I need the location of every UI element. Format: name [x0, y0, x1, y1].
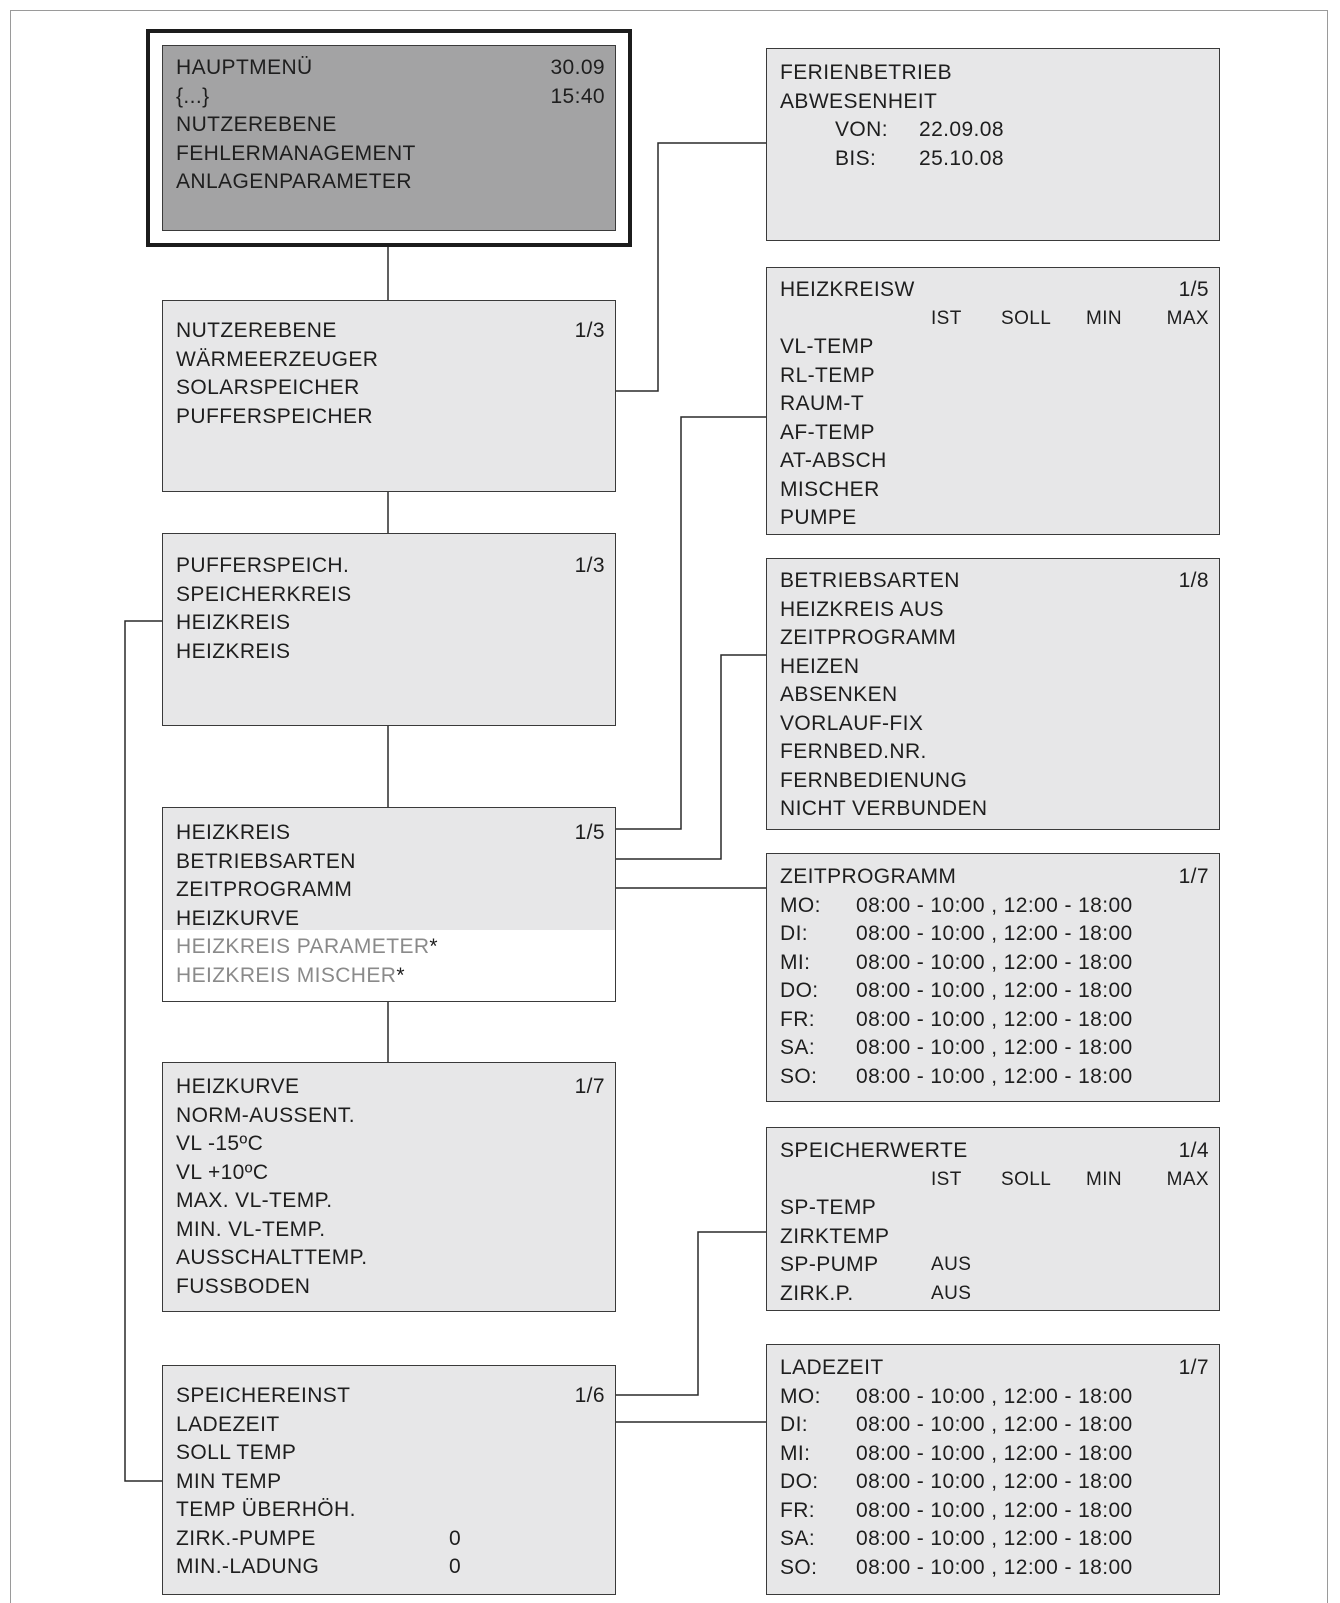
menu-title: NUTZEREBENE — [176, 319, 337, 342]
schedule-row[interactable] — [780, 1554, 1209, 1583]
column-headers — [780, 1166, 1209, 1195]
menu-item[interactable]: FERNBED.NR. — [780, 740, 927, 763]
item-label: ZIRK.P. — [780, 1281, 854, 1305]
schedule-row[interactable] — [780, 1525, 1209, 1554]
item-label: SOLL TEMP — [176, 1441, 297, 1464]
heizkreis-menu — [162, 807, 616, 1002]
schedule-row[interactable] — [780, 1440, 1209, 1469]
menu-item[interactable]: ZEITPROGRAMM — [780, 626, 957, 649]
item-label: MIN.-LADUNG — [176, 1555, 320, 1578]
menu-subtitle: ABWESENHEIT — [780, 89, 938, 113]
time-ranges: 08:00 - 10:00 , 12:00 - 18:00 — [856, 1413, 1133, 1436]
von-value: 22.09.08 — [919, 118, 1004, 141]
schedule-row[interactable] — [780, 1063, 1209, 1092]
menu-item[interactable]: FUSSBODEN — [176, 1274, 311, 1298]
time-ranges: 08:00 - 10:00 , 12:00 - 18:00 — [856, 1527, 1133, 1550]
menu-item[interactable]: MAX. VL-TEMP. — [176, 1189, 333, 1212]
menu-item[interactable] — [176, 1411, 605, 1440]
day-label: MI: — [780, 950, 811, 974]
heizkreisw-menu — [766, 267, 1220, 535]
page-indicator: 1/6 — [574, 1384, 605, 1407]
connector-nutzerebene-to-ferienbetrieb — [614, 143, 766, 391]
menu-item[interactable]: PUFFERSPEICHER — [176, 404, 373, 428]
menu-item[interactable]: VL +10ºC — [176, 1160, 269, 1184]
menu-title: ZEITPROGRAMM — [780, 865, 957, 888]
menu-item[interactable]: AF-TEMP — [780, 420, 875, 444]
bis-label: BIS: — [835, 146, 877, 170]
schedule-row[interactable] — [780, 1468, 1209, 1497]
menu-item[interactable]: ABSENKEN — [780, 683, 898, 706]
item-value: 0 — [449, 1526, 462, 1550]
main-menu-display — [162, 45, 616, 231]
menu-item[interactable] — [176, 1468, 605, 1497]
menu-item[interactable] — [176, 1439, 605, 1468]
time-ranges: 08:00 - 10:00 , 12:00 - 18:00 — [856, 1384, 1133, 1408]
time-ranges: 08:00 - 10:00 , 12:00 - 18:00 — [856, 979, 1133, 1002]
connector-heizkreis-to-heizkreisw — [614, 417, 766, 829]
nutzerebene-menu — [162, 300, 616, 492]
main-menu-item[interactable]: NUTZEREBENE — [176, 113, 337, 136]
day-label: MO: — [780, 1384, 821, 1408]
menu-title: SPEICHEREINST — [176, 1384, 351, 1407]
time-ranges: 08:00 - 10:00 , 12:00 - 18:00 — [856, 1064, 1133, 1088]
menu-item[interactable] — [176, 1553, 605, 1582]
day-label: DI: — [780, 922, 809, 945]
bis-value: 25.10.08 — [919, 146, 1004, 170]
von-row[interactable] — [780, 116, 1209, 145]
page-indicator: 1/5 — [574, 821, 605, 844]
column-header: IST — [931, 307, 962, 329]
menu-item[interactable]: HEIZKURVE — [176, 906, 300, 930]
main-menu-title: HAUPTMENÜ — [176, 56, 313, 79]
menu-item[interactable]: AUSSCHALTTEMP. — [176, 1246, 368, 1269]
value-row[interactable] — [780, 1280, 1209, 1309]
page-indicator: 1/3 — [574, 319, 605, 342]
day-label: DI: — [780, 1413, 809, 1436]
pufferspeicher-menu — [162, 533, 616, 726]
menu-item[interactable]: VORLAUF-FIX — [780, 711, 924, 735]
column-header: SOLL — [1001, 1168, 1052, 1190]
menu-item[interactable] — [176, 1525, 605, 1554]
von-label: VON: — [835, 118, 888, 141]
menu-title: HEIZKURVE — [176, 1075, 300, 1098]
ladezeit-menu — [766, 1344, 1220, 1595]
item-label: LADEZEIT — [176, 1412, 280, 1436]
heizkurve-menu — [162, 1062, 616, 1312]
main-menu-item[interactable]: FEHLERMANAGEMENT — [176, 141, 416, 165]
connector-speichereinst-to-speicherwerte — [614, 1232, 766, 1395]
menu-title: HEIZKREIS — [176, 821, 291, 844]
day-label: SA: — [780, 1527, 816, 1550]
time-ranges: 08:00 - 10:00 , 12:00 - 18:00 — [856, 950, 1133, 974]
menu-item[interactable]: MISCHER — [780, 477, 880, 501]
day-label: SO: — [780, 1555, 818, 1579]
asterisk-marker: * — [396, 963, 405, 987]
menu-item[interactable]: PUMPE — [780, 506, 857, 529]
menu-title: HEIZKREISW — [780, 278, 915, 301]
ist-value: AUS — [931, 1254, 972, 1275]
value-row[interactable] — [780, 1251, 1209, 1280]
menu-item[interactable]: AT-ABSCH — [780, 449, 887, 472]
schedule-row[interactable] — [780, 1006, 1209, 1035]
menu-item[interactable]: SPEICHERKREIS — [176, 582, 352, 606]
schedule-row[interactable] — [780, 1383, 1209, 1412]
menu-item[interactable]: NICHT VERBUNDEN — [780, 797, 988, 820]
optional-menu-item[interactable] — [176, 962, 605, 991]
column-header: SOLL — [1001, 307, 1052, 329]
time-ranges: 08:00 - 10:00 , 12:00 - 18:00 — [856, 1555, 1133, 1579]
time-ranges: 08:00 - 10:00 , 12:00 - 18:00 — [856, 893, 1133, 917]
bis-row[interactable] — [780, 145, 1209, 174]
menu-item[interactable]: RAUM-T — [780, 392, 865, 415]
menu-item[interactable]: HEIZKREIS — [176, 611, 291, 634]
page-indicator: 1/7 — [574, 1075, 605, 1098]
main-menu-time: 15:40 — [550, 84, 605, 108]
day-label: MI: — [780, 1441, 811, 1465]
value-row[interactable] — [780, 1194, 1209, 1223]
main-menu-box — [146, 29, 632, 247]
asterisk-marker: * — [429, 935, 438, 958]
item-label: MIN TEMP — [176, 1469, 282, 1493]
menu-item[interactable]: VL-TEMP — [780, 335, 874, 358]
schedule-row[interactable] — [780, 949, 1209, 978]
speicherwerte-menu — [766, 1127, 1220, 1311]
time-ranges: 08:00 - 10:00 , 12:00 - 18:00 — [856, 1007, 1133, 1031]
ist-value: AUS — [931, 1282, 972, 1304]
menu-item[interactable]: WÄRMEERZEUGER — [176, 347, 379, 371]
day-label: SO: — [780, 1064, 818, 1088]
schedule-row[interactable] — [780, 977, 1209, 1006]
ferienbetrieb-menu — [766, 48, 1220, 241]
day-label: DO: — [780, 979, 819, 1002]
main-menu-placeholder: {...} — [176, 84, 210, 108]
column-headers — [780, 305, 1209, 334]
menu-item[interactable]: BETRIEBSARTEN — [176, 849, 356, 873]
schedule-row[interactable] — [780, 920, 1209, 949]
menu-item[interactable]: HEIZKREIS AUS — [780, 597, 944, 621]
column-header: MAX — [1166, 1168, 1209, 1190]
time-ranges: 08:00 - 10:00 , 12:00 - 18:00 — [856, 1470, 1133, 1493]
schedule-row[interactable] — [780, 1411, 1209, 1440]
menu-title: FERIENBETRIEB — [780, 61, 953, 84]
page-indicator: 1/8 — [1178, 569, 1209, 592]
menu-item[interactable]: ZEITPROGRAMM — [176, 878, 353, 901]
time-ranges: 08:00 - 10:00 , 12:00 - 18:00 — [856, 1441, 1133, 1465]
schedule-row[interactable] — [780, 1497, 1209, 1526]
column-header: MAX — [1166, 307, 1209, 329]
time-ranges: 08:00 - 10:00 , 12:00 - 18:00 — [856, 1036, 1133, 1059]
menu-item[interactable]: HEIZEN — [780, 654, 860, 678]
item-label: ZIRK.-PUMPE — [176, 1526, 316, 1550]
menu-item[interactable]: VL -15ºC — [176, 1132, 264, 1155]
time-ranges: 08:00 - 10:00 , 12:00 - 18:00 — [856, 1498, 1133, 1522]
betriebsarten-menu — [766, 558, 1220, 830]
menu-item[interactable]: MIN. VL-TEMP. — [176, 1217, 326, 1241]
item-label: ZIRKTEMP — [780, 1224, 890, 1248]
menu-title: PUFFERSPEICH. — [176, 554, 350, 577]
day-label: SA: — [780, 1036, 816, 1059]
item-label: SP-TEMP — [780, 1196, 877, 1219]
column-header: MIN — [1086, 1168, 1123, 1190]
value-row[interactable] — [780, 1223, 1209, 1252]
optional-item-label: HEIZKREIS MISCHER — [176, 963, 397, 987]
day-label: DO: — [780, 1470, 819, 1493]
connector-pufferspeicher-to-speichereinst — [125, 621, 162, 1481]
menu-title: SPEICHERWERTE — [780, 1139, 968, 1162]
main-menu-item[interactable]: ANLAGENPARAMETER — [176, 170, 412, 193]
page-indicator: 1/7 — [1178, 1356, 1209, 1379]
time-ranges: 08:00 - 10:00 , 12:00 - 18:00 — [856, 922, 1133, 945]
schedule-row[interactable] — [780, 892, 1209, 921]
column-header: MIN — [1086, 307, 1123, 329]
menu-item[interactable]: NORM-AUSSENT. — [176, 1103, 356, 1127]
page-indicator: 1/5 — [1178, 278, 1209, 301]
optional-item-label: HEIZKREIS PARAMETER — [176, 935, 430, 958]
day-label: MO: — [780, 893, 821, 917]
menu-item[interactable]: HEIZKREIS — [176, 639, 291, 663]
page-indicator: 1/7 — [1178, 865, 1209, 888]
item-value: 0 — [449, 1555, 462, 1578]
page-indicator: 1/4 — [1178, 1139, 1209, 1162]
item-label: SP-PUMP — [780, 1253, 879, 1276]
day-label: FR: — [780, 1007, 816, 1031]
optional-menu-item[interactable] — [176, 933, 605, 962]
day-label: FR: — [780, 1498, 816, 1522]
menu-item[interactable]: FERNBEDIENUNG — [780, 768, 968, 792]
menu-item[interactable]: RL-TEMP — [780, 363, 875, 387]
menu-title: BETRIEBSARTEN — [780, 569, 960, 592]
column-header: IST — [931, 1168, 962, 1190]
item-label: TEMP ÜBERHÖH. — [176, 1498, 356, 1521]
speichereinst-menu — [162, 1365, 616, 1595]
zeitprogramm-menu — [766, 853, 1220, 1102]
page-indicator: 1/3 — [574, 554, 605, 577]
main-menu-date: 30.09 — [550, 56, 605, 79]
schedule-row[interactable] — [780, 1034, 1209, 1063]
menu-item[interactable] — [176, 1496, 605, 1525]
menu-item[interactable]: SOLARSPEICHER — [176, 376, 360, 399]
menu-title: LADEZEIT — [780, 1356, 884, 1379]
